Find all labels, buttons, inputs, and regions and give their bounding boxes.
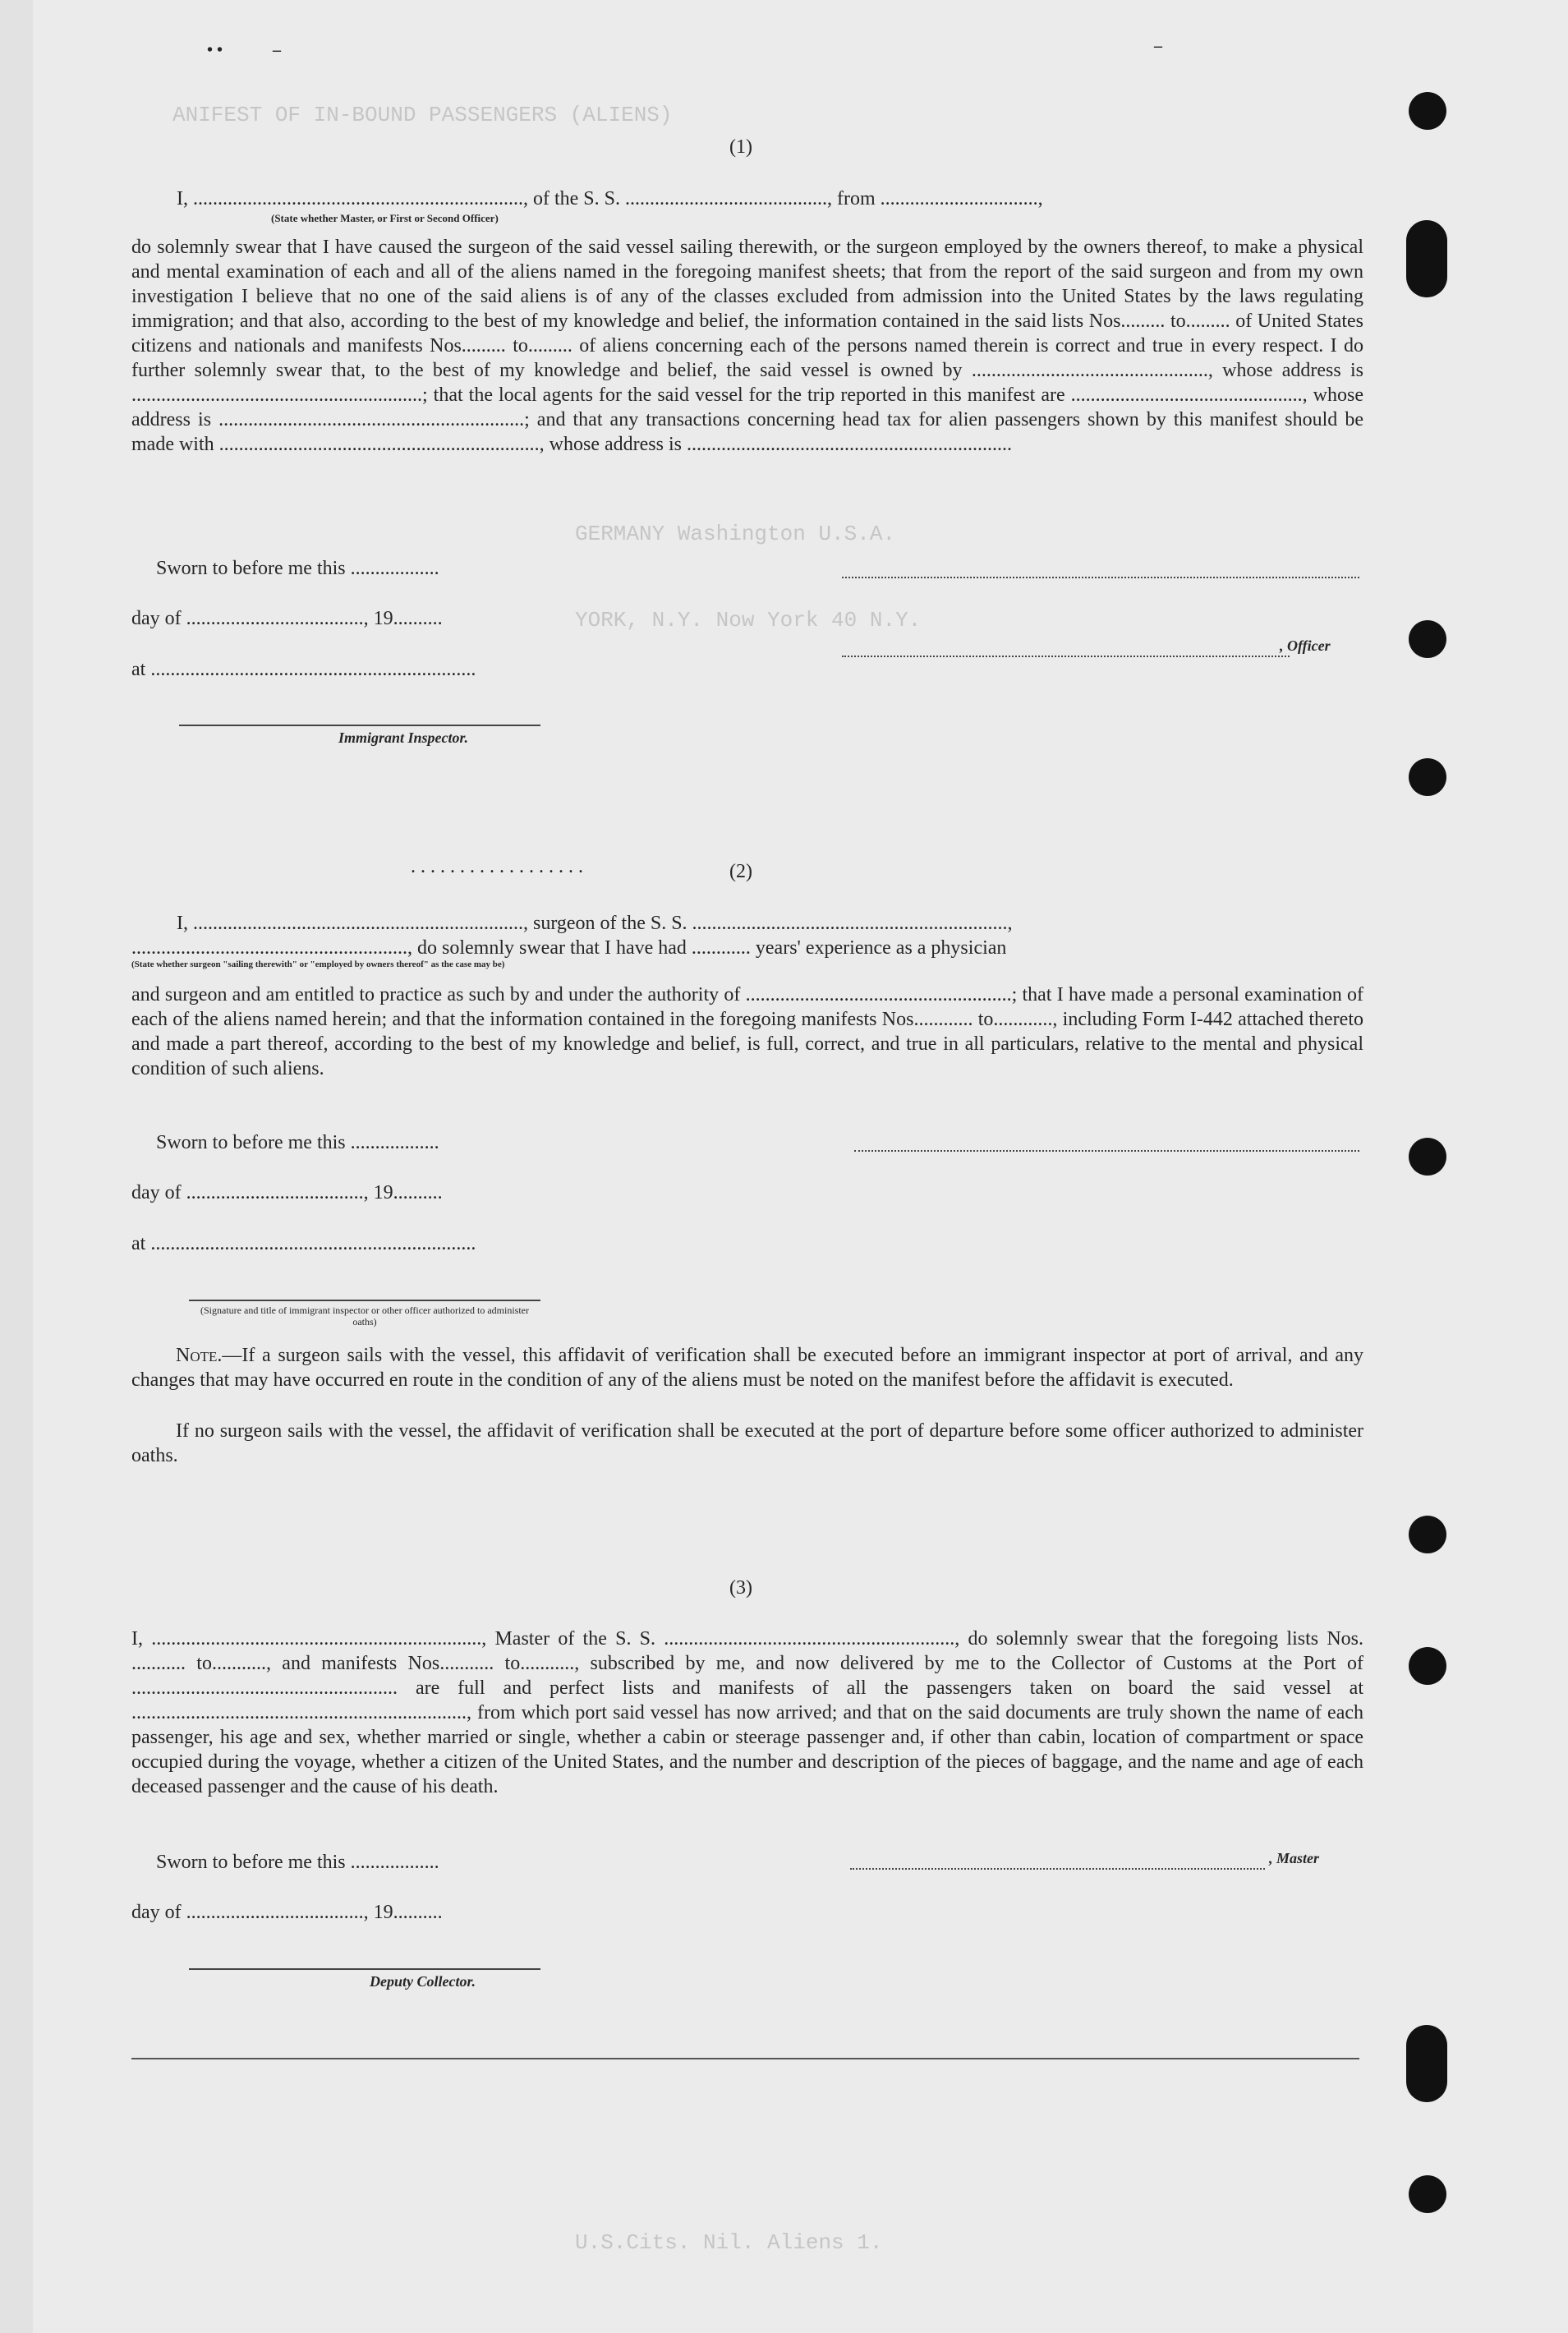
section-number: (1) — [729, 136, 752, 158]
signature-caption: (Signature and title of immigrant inspector or other officer authorized to administer oaths) — [200, 1305, 529, 1328]
binder-hole — [1409, 2175, 1446, 2213]
binder-hole — [1406, 220, 1447, 297]
at-line: at .................................................................. — [131, 1233, 476, 1254]
scan-mark: – — [273, 41, 281, 59]
officer-signature-line — [842, 656, 1290, 657]
inspector-caption: Immigrant Inspector. — [338, 729, 469, 746]
binder-hole — [1409, 92, 1446, 130]
sworn-line: Sworn to before me this .................. — [156, 1132, 439, 1153]
surgeon-body: and surgeon and am entitled to practice as such by and under the authority of ......................................................; that I have made a personal examination of each of the aliens named herein; and that the information contained in the foregoing manifests Nos............ to............, including Form I-442 attached thereto and made a part thereof, according to the best of my knowledge and belief, is full, correct, and true in all particulars, relative to the mental and physical condition of such aliens. — [131, 984, 1363, 1079]
master-body: I, ..................................................................., Master of the S. S. ..........................................................., do solemnly swear that the foregoing lists Nos. ........... to..........., and manifests Nos........... to..........., subscribed by me, and now delivered by me to the Collector of Customs at the Port of ...................................................... are full and perfect lists and manifests of all the passengers taken on board the said vessel at ...................................................................., from which port said vessel has now arrived; and that on the said documents are truly shown the name of each passenger, his age and sex, whether married or single, whether a cabin or steerage passenger and, if other than cabin, location of compartment or space occupied during the voyage, whether a citizen of the United States, and the number and description of the pieces of baggage, and the name and age of each deceased passenger and the cause of his death. — [131, 1628, 1363, 1797]
bleed-through: U.S.Cits. Nil. Aliens 1. — [575, 2230, 883, 2255]
inspector-signature-line — [179, 725, 540, 726]
scan-mark: • • — [207, 41, 223, 59]
section-number: (3) — [729, 1577, 752, 1599]
inspector-signature-line — [189, 1300, 540, 1301]
master-caption: , Master — [1269, 1850, 1320, 1866]
field-note: (State whether Master, or First or Second Officer) — [271, 212, 499, 224]
scan-mark: – — [1154, 37, 1162, 55]
officer-caption: , Officer — [1280, 637, 1331, 654]
note-text: —If a surgeon sails with the vessel, this affidavit of verification shall be executed before an immigrant inspector at port of arrival, and any changes that may have occurred en route in the condition of any of the aliens must be noted on the manifest before the affidavit is executed. — [131, 1345, 1363, 1391]
surgeon-signature-line — [854, 1150, 1359, 1152]
bottom-rule — [131, 2058, 1359, 2059]
day-line: day of ...................................., 19.......... — [131, 608, 443, 629]
bleed-through: GERMANY Washington U.S.A. — [575, 522, 896, 546]
sworn-line: Sworn to before me this .................. — [156, 1852, 439, 1873]
officer-signature-line-top — [842, 577, 1359, 578]
collector-caption: Deputy Collector. — [370, 1973, 476, 1990]
binder-hole — [1409, 1138, 1446, 1176]
surgeon-second-line: ........................................................, do solemnly swear that I have had ............ years' experience as a physician — [131, 937, 1007, 959]
binder-hole — [1406, 2025, 1447, 2102]
note-paragraph-2: If no surgeon sails with the vessel, the affidavit of verification shall be executed at the port of departure before some officer authorized to administer oaths. — [131, 1420, 1363, 1466]
day-line: day of ...................................., 19.......... — [131, 1182, 443, 1203]
field-note: (State whether surgeon "sailing therewith" or "employed by owners thereof" as the case may be) — [131, 959, 505, 969]
bleed-through: YORK, N.Y. Now York 40 N.Y. — [575, 608, 922, 633]
section-number: (2) — [729, 861, 752, 882]
section-divider-dots: .................. — [411, 856, 588, 877]
collector-signature-line — [189, 1968, 540, 1970]
binder-hole — [1409, 620, 1446, 658]
binder-hole — [1409, 1647, 1446, 1685]
binder-hole — [1409, 758, 1446, 796]
oath-first-line: I, ..................................................................., of the S. S. ........................................., from ................................, — [177, 188, 1043, 209]
bleed-through: ANIFEST OF IN-BOUND PASSENGERS (ALIENS) — [172, 103, 673, 127]
sworn-line: Sworn to before me this .................. — [156, 558, 439, 579]
day-line: day of ...................................., 19.......... — [131, 1902, 443, 1923]
at-line: at .................................................................. — [131, 659, 476, 680]
master-signature-line — [850, 1868, 1265, 1870]
note-label: Note. — [176, 1345, 223, 1366]
binder-hole — [1409, 1516, 1446, 1553]
oath-body: do solemnly swear that I have caused the surgeon of the said vessel sailing therewith, or the surgeon employed by the owners thereof, to make a physical and mental examination of each and all of the aliens named in the foregoing manifest sheets; that from the report of the said surgeon and from my own investigation I believe that no one of the said aliens is of any of the classes excluded from admission into the United States by the laws regulating immigration; and that also, according to the best of my knowledge and belief, the information contained in the said lists Nos......... to......... of United States citizens and nationals and manifests Nos......... to......... of aliens concerning each of the persons named therein is correct and true in every respect. I do further solemnly swear that, to the best of my knowledge and belief, the said vessel is owned by ................................................, whose address is ...........................................................; that the local agents for the said vessel for the trip reported in this manifest are ..............................................., whose address is ..............................................................; and that any transactions concerning head tax for alien passengers shown by this manifest should be made with ................................................................., whose address is .................................................................. — [131, 237, 1363, 455]
note-paragraph — [131, 1343, 1363, 1392]
surgeon-first-line: I, ..................................................................., surgeon of the S. S. ................................................................, — [177, 913, 1013, 934]
